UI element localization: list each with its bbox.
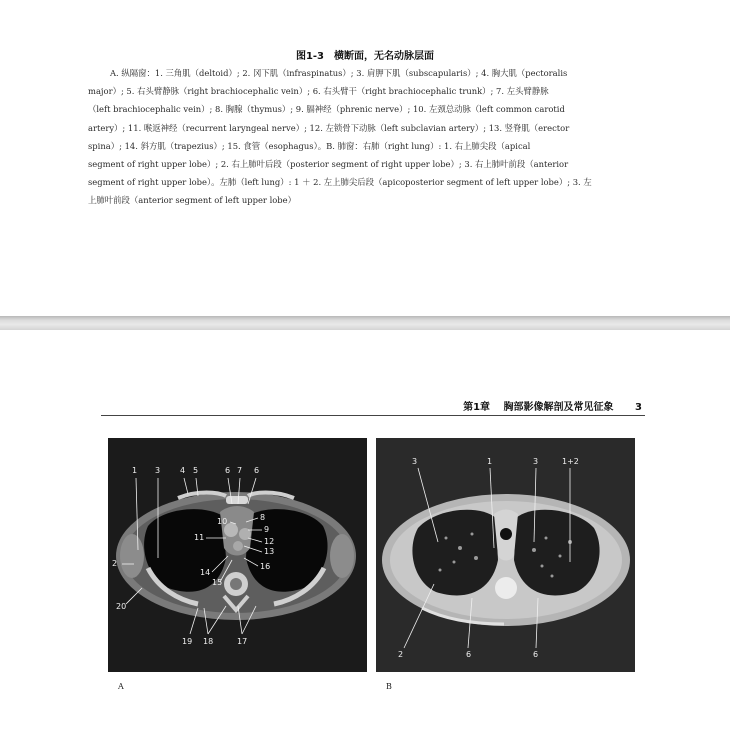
caption-line: A. 纵隔窗：1. 三角肌（deltoid）; 2. 冈下肌（infraspinatus）; 3. 肩胛下肌（subscapularis）; 4. 胸大肌（pectoralis xyxy=(110,68,568,78)
caption-line: 上肺叶前段（anterior segment of left upper lobe） xyxy=(88,195,297,206)
caption-line: segment of right upper lobe）。左肺（left lung）: 1 ＋ 2. 左上肺尖后段（apicoposterior segment of left upper lobe）; 3. 左 xyxy=(88,177,592,188)
label-b-6b: 6 xyxy=(533,650,539,659)
page-break-divider xyxy=(0,316,730,330)
label-a-1: 1 xyxy=(132,466,138,475)
label-a-12: 12 xyxy=(264,537,275,546)
label-a-19: 19 xyxy=(182,637,193,646)
label-a-4: 4 xyxy=(180,466,186,475)
page-number: 3 xyxy=(635,402,642,413)
caption-line: artery）; 11. 喉返神经（recurrent laryngeal nerve）; 12. 左锁骨下动脉（left subclavian artery）; 13. 竖脊肌（erector xyxy=(88,122,570,133)
label-a-17: 17 xyxy=(237,637,248,646)
label-b-3b: 3 xyxy=(533,457,539,466)
running-head xyxy=(463,398,642,413)
label-a-13: 13 xyxy=(264,547,275,556)
label-b-3: 3 xyxy=(412,457,418,466)
caption-line: （left brachiocephalic vein）; 8. 胸腺（thymus）; 9. 膈神经（phrenic nerve）; 10. 左颈总动脉（left common carotid xyxy=(88,104,565,115)
label-b-6: 6 xyxy=(466,650,472,659)
panel-b-label: B xyxy=(386,682,392,691)
label-a-8: 8 xyxy=(260,513,266,522)
figure-caption xyxy=(88,64,633,210)
label-b-1plus2: 1+2 xyxy=(562,457,579,466)
label-a-14: 14 xyxy=(200,568,211,577)
label-a-5: 5 xyxy=(193,466,199,475)
previous-page xyxy=(0,0,730,316)
label-a-16: 16 xyxy=(260,562,271,571)
figure-title: 图1-3 横断面，无名动脉层面 xyxy=(295,51,435,62)
panel-a-number-labels xyxy=(108,438,367,672)
chapter-number: 第1章 xyxy=(463,402,491,413)
label-a-7: 7 xyxy=(237,466,243,475)
label-a-10: 10 xyxy=(217,517,228,526)
label-a-2: 2 xyxy=(112,559,118,568)
caption-line: major）; 5. 右头臂静脉（right brachiocephalic vein）; 6. 右头臂干（right brachiocephalic trunk）; 7. 左头臂静脉 xyxy=(88,86,549,97)
label-b-1: 1 xyxy=(487,457,493,466)
label-a-18: 18 xyxy=(203,637,214,646)
caption-line: segment of right upper lobe）; 2. 右上肺叶后段（posterior segment of right upper lobe）; 3. 右上肺叶前段（anterior xyxy=(88,159,569,170)
panel-b-number-labels xyxy=(376,438,635,672)
header-rule xyxy=(101,415,645,416)
label-a-6b: 6 xyxy=(254,466,260,475)
panel-a-label: A xyxy=(118,682,124,691)
label-a-6: 6 xyxy=(225,466,231,475)
label-a-20: 20 xyxy=(116,602,127,611)
label-a-3: 3 xyxy=(155,466,161,475)
chapter-title: 胸部影像解剖及常见征象 xyxy=(503,402,614,413)
label-a-11: 11 xyxy=(194,533,205,542)
label-a-15: 15 xyxy=(212,578,223,587)
label-a-9: 9 xyxy=(264,525,270,534)
label-b-2: 2 xyxy=(398,650,404,659)
caption-line: spina）; 14. 斜方肌（trapezius）; 15. 食管（esophagus）。B. 肺窗：右肺（right lung）: 1. 右上肺尖段（apical xyxy=(88,140,531,151)
